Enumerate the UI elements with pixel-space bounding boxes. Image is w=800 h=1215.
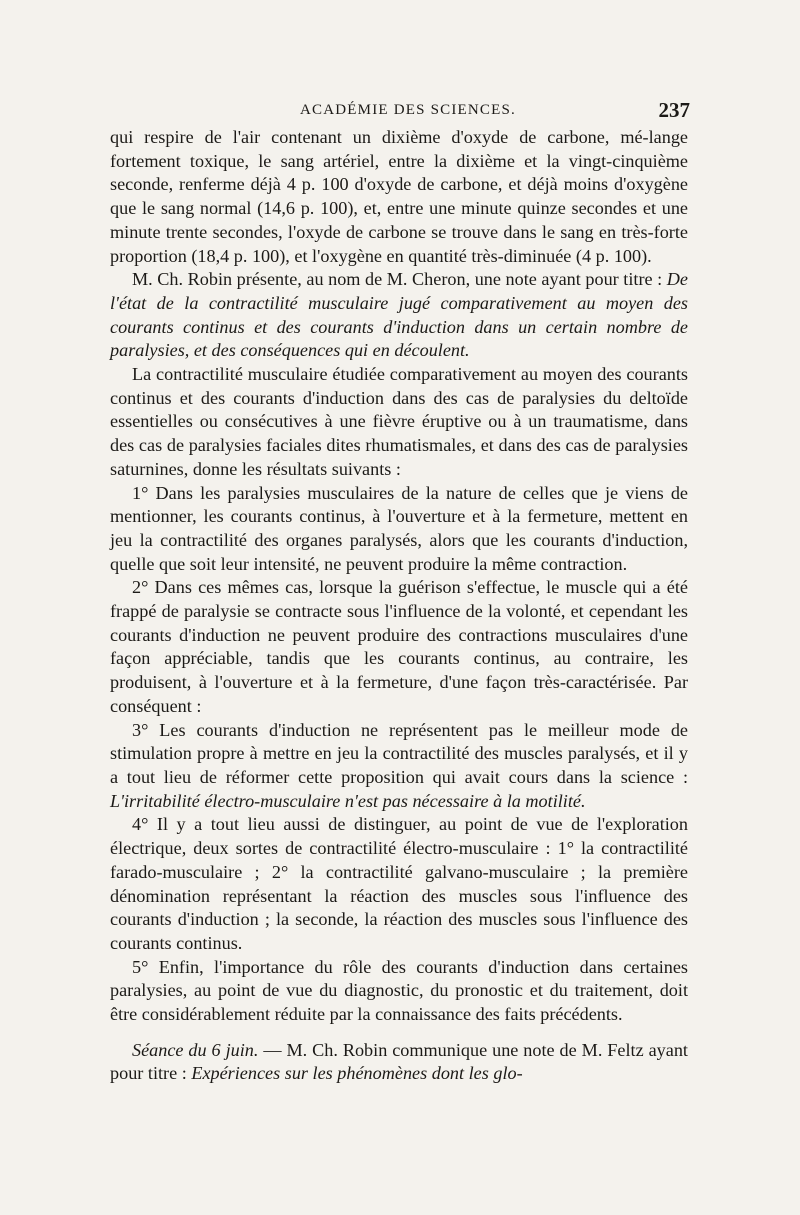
paragraph-4: 1° Dans les paralysies musculaires de la nature de celles que je viens de mentionner, les courants continus, à l'ouverture et à la fermeture, mettent en jeu la contractilité des organes paralysés, alors que les courants d'induction, quelle que soit leur intensité, ne peuvent produire la même contraction.: [110, 482, 688, 574]
paragraph-6-italic: L'irritabilité électro-musculaire n'est pas nécessaire à la motilité.: [110, 790, 586, 811]
paragraph-9: [110, 1039, 688, 1086]
body-text: [110, 126, 688, 1086]
note-title-feltz: Expériences sur les phénomènes dont les glo-: [191, 1063, 523, 1084]
paragraph-9-lead: — M. Ch. Robin communique une note de M. Feltz ayant pour titre :: [110, 1039, 688, 1084]
paragraph-6: [110, 719, 688, 814]
running-head: ACADÉMIE DES SCIENCES.: [300, 102, 516, 118]
paragraph-1: qui respire de l'air contenant un dixième d'oxyde de carbone, mé-lange fortement toxique, le sang artériel, entre la dixième et la vingt-cinquième seconde, renferme déjà 4 p. 100 d'oxyde de carbone, et déjà moins d'oxygène que le sang normal (14,6 p. 100), et, entre une minute quinze secondes et une minute trente secondes, l'oxyde de carbone se trouve dans le sang en très-forte proportion (18,4 p. 100), et l'oxygène en quantité très-diminuée (4 p. 100).: [110, 127, 688, 266]
page-number: 237: [658, 98, 690, 122]
paragraph-8: 5° Enfin, l'importance du rôle des courants d'induction dans certaines paralysies, au point de vue du diagnostic, du pronostic et du traitement, doit être considérablement réduite par la connaissance des faits précédents.: [110, 956, 688, 1025]
paragraph-3: La contractilité musculaire étudiée comparativement au moyen des courants continus et des courants d'induction dans des cas de paralysies du deltoïde essentielles ou consécutives à une fièvre éruptive ou à un traumatisme, dans des cas de paralysies faciales dites rhumatismales, et dans des cas de paralysies saturnines, donne les résultats suivants :: [110, 364, 688, 479]
paragraph-2: [110, 268, 688, 363]
note-title-cheron: De l'état de la contractilité musculaire jugé comparativement au moyen des courants continus et des courants d'induction dans un certain nombre de paralysies, et des conséquences qui en découlent.: [110, 269, 688, 361]
section-gap: [110, 1027, 688, 1039]
paragraph-6-lead: 3° Les courants d'induction ne représentent pas le meilleur mode de stimulation propre à mettre en jeu la contractilité des muscles paralysés, et il y a tout lieu de réformer cette proposition qui avait cours dans la science :: [110, 719, 688, 787]
paragraph-5: 2° Dans ces mêmes cas, lorsque la guérison s'effectue, le muscle qui a été frappé de paralysie se contracte sous l'influence de la volonté, et cependant les courants d'induction ne peuvent produire des contractions musculaires d'une façon appréciable, tandis que les courants continus, au contraire, les produisent, à l'ouverture et à la fermeture, d'une façon très-caractérisée. Par conséquent :: [110, 577, 688, 716]
paragraph-7: 4° Il y a tout lieu aussi de distinguer, au point de vue de l'exploration électrique, deux sortes de contractilité électro-musculaire : 1° la contractilité farado-musculaire ; 2° la contractilité galvano-musculaire ; la première dénomination représentant la réaction des muscles sous l'influence des courants d'induction ; la seconde, la réaction des muscles sous l'influence des courants continus.: [110, 814, 688, 953]
session-date: Séance du 6 juin.: [132, 1039, 259, 1060]
paragraph-2-lead: M. Ch. Robin présente, au nom de M. Cheron, une note ayant pour titre :: [132, 269, 667, 290]
page-header: [110, 98, 690, 126]
